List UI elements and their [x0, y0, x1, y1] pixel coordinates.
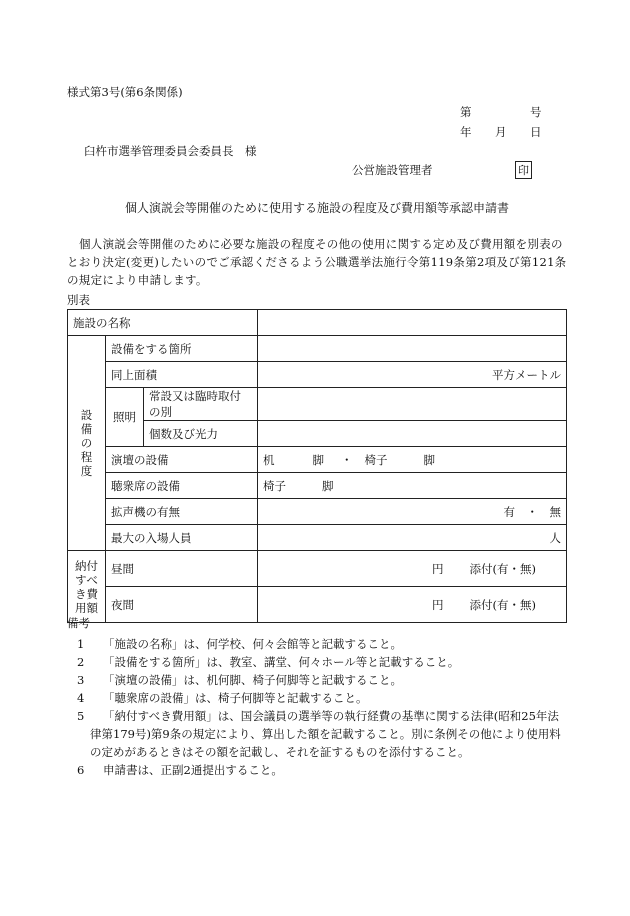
- note-number: 2: [77, 655, 85, 669]
- date-month: 月: [495, 125, 507, 139]
- table-row: [68, 447, 567, 473]
- daytime-label: 昼間: [106, 551, 258, 587]
- nighttime-fee-field[interactable]: 円 添付(有・無): [258, 587, 567, 623]
- table-row: [68, 525, 567, 551]
- location-field[interactable]: [258, 336, 567, 362]
- speaker-field[interactable]: 有 ・ 無: [258, 499, 567, 525]
- note-item: [67, 635, 567, 653]
- note-text: 「設備をする箇所」は、教室、講堂、何々ホール等と記載すること。: [103, 655, 460, 669]
- applicant-label: 公営施設管理者: [352, 163, 433, 177]
- table-row: [68, 499, 567, 525]
- form-number: 様式第3号(第6条関係): [67, 85, 183, 99]
- addressee: 臼杵市選挙管理委員会委員長 様: [84, 144, 257, 158]
- table-row: [68, 388, 567, 421]
- note-number: 1: [77, 637, 85, 651]
- speaker-label: 拡声機の有無: [106, 499, 258, 525]
- stage-label: 演壇の設備: [106, 447, 258, 473]
- area-field[interactable]: 平方メートル: [258, 362, 567, 388]
- note-text: 申請書は、正副2通提出すること。: [103, 763, 283, 777]
- seal-mark: 印: [515, 161, 532, 179]
- capacity-field[interactable]: 人: [258, 525, 567, 551]
- fee-group-label: 納付 すべ き費 用額: [68, 551, 106, 623]
- note-text: 律第179号)第9条の規定により、算出した額を記載すること。別に条例その他により使用料: [90, 727, 561, 741]
- note-item: [67, 671, 567, 689]
- table-row: [68, 310, 567, 336]
- note-number: 5: [77, 709, 85, 723]
- number-label: 第: [460, 105, 472, 119]
- table-row: [68, 336, 567, 362]
- lighting-type-field[interactable]: [258, 388, 567, 421]
- note-number: 3: [77, 673, 85, 687]
- application-table: [67, 309, 567, 623]
- note-item: [67, 689, 567, 707]
- location-label: 設備をする箇所: [106, 336, 258, 362]
- audience-label: 聴衆席の設備: [106, 473, 258, 499]
- lighting-count-field[interactable]: [258, 421, 567, 447]
- table-row: [68, 587, 567, 623]
- nighttime-label: 夜間: [106, 587, 258, 623]
- equipment-group-label: 設 備 の 程 度: [68, 336, 106, 551]
- table-row: [68, 473, 567, 499]
- lighting-label: 照明: [106, 388, 144, 447]
- number-suffix: 号: [530, 105, 542, 119]
- note-text: 「納付すべき費用額」は、国会議員の選挙等の執行経費の基準に関する法律(昭和25年法: [103, 709, 559, 723]
- body-line: 個人演説会等開催のために必要な施設の程度その他の使用に関する定め及び費用額を別表の: [79, 237, 563, 251]
- table-row: [68, 362, 567, 388]
- capacity-label: 最大の入場人員: [106, 525, 258, 551]
- date-day: 日: [530, 125, 542, 139]
- body-text: [67, 235, 567, 289]
- lighting-type-label: 常設又は臨時取付の別: [144, 388, 258, 421]
- note-number: 6: [77, 763, 85, 777]
- area-label: 同上面積: [106, 362, 258, 388]
- daytime-fee-field[interactable]: 円 添付(有・無): [258, 551, 567, 587]
- note-text: 「演壇の設備」は、机何脚、椅子何脚等と記載すること。: [103, 673, 402, 687]
- date-year: 年: [460, 125, 472, 139]
- note-text: の定めがあるときはその額を記載し、それを証するものを添付すること。: [90, 745, 470, 759]
- note-item: [67, 707, 567, 761]
- facility-name-field[interactable]: [258, 310, 567, 336]
- facility-name-label: 施設の名称: [68, 310, 258, 336]
- document-title: 個人演説会等開催のために使用する施設の程度及び費用額等承認申請書: [125, 201, 510, 215]
- note-text: 「施設の名称」は、何学校、何々会館等と記載すること。: [103, 637, 402, 651]
- stage-field[interactable]: 机 脚 ・ 椅子 脚: [258, 447, 567, 473]
- note-text: 「聴衆席の設備」は、椅子何脚等と記載すること。: [103, 691, 368, 705]
- body-line: とおり決定(変更)したいのでご承認くださるよう公職選挙法施行令第119条第2項及び第121条: [67, 255, 567, 269]
- lighting-count-label: 個数及び光力: [144, 421, 258, 447]
- notes-list: [67, 635, 567, 779]
- note-item: [67, 761, 567, 779]
- table-caption: 別表: [67, 293, 90, 307]
- note-number: 4: [77, 691, 85, 705]
- audience-field[interactable]: 椅子 脚: [258, 473, 567, 499]
- table-row: [68, 551, 567, 587]
- note-item: [67, 653, 567, 671]
- notes-title: 備考: [67, 616, 90, 630]
- body-line: の規定により申請します。: [67, 273, 208, 287]
